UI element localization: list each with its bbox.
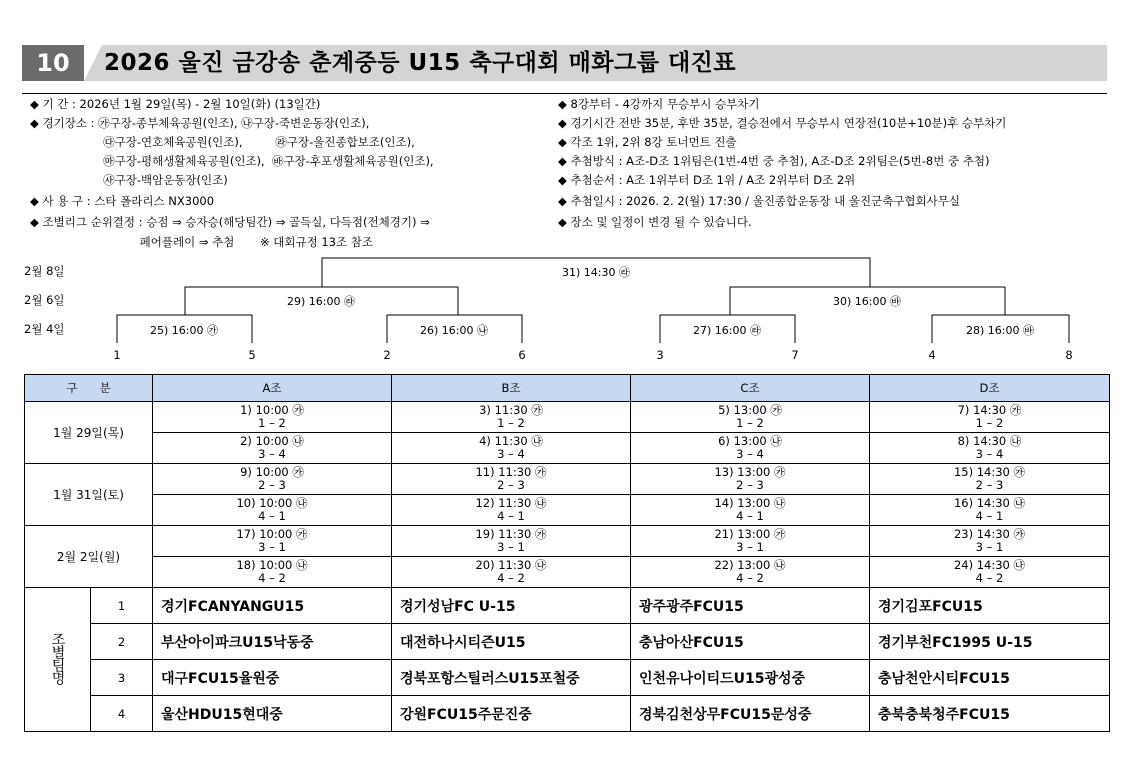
match-cell bbox=[153, 402, 392, 433]
match-time: 10) 10:00 ㉯ bbox=[236, 496, 308, 510]
match-pairing: 3 – 1 bbox=[258, 540, 286, 554]
section-number: 10 bbox=[22, 45, 84, 81]
match-time: 1) 10:00 ㉮ bbox=[240, 403, 304, 417]
match-cell bbox=[392, 495, 631, 526]
match-cell bbox=[153, 464, 392, 495]
team-name: 경기부천FC1995 U-15 bbox=[870, 624, 1110, 660]
bracket-seed: 3 bbox=[656, 348, 664, 362]
team-row bbox=[25, 660, 1110, 696]
match-pairing: 1 – 2 bbox=[975, 416, 1004, 430]
match-time: 22) 13:00 ㉯ bbox=[714, 558, 786, 572]
match-cell bbox=[631, 495, 870, 526]
schedule-date: 1월 29일(목) bbox=[25, 402, 153, 464]
match-cell bbox=[153, 526, 392, 557]
info-penalty: ◆ 8강부터 - 4강까지 무승부시 승부차기 bbox=[558, 97, 760, 111]
match-pairing: 3 – 1 bbox=[497, 540, 525, 554]
info-match-time: ◆ 경기시간 전반 35분, 후반 35분, 결승전에서 무승부시 연장전(10분+10분)후 승부차기 bbox=[558, 116, 1007, 130]
match-pairing: 4 – 1 bbox=[736, 509, 764, 523]
team-name: 경기FCANYANGU15 bbox=[153, 588, 392, 624]
match-pairing: 4 – 2 bbox=[258, 571, 286, 585]
table-row bbox=[25, 557, 1110, 588]
bracket-seed: 8 bbox=[1065, 348, 1073, 362]
teams-label: 조별팀명 bbox=[49, 632, 66, 684]
match-pairing: 1 – 2 bbox=[497, 416, 525, 430]
match-time: 12) 11:30 ㉯ bbox=[475, 496, 547, 510]
info-ball: ◆ 사 용 구 : 스타 폴라리스 NX3000 bbox=[30, 194, 215, 208]
match-cell bbox=[153, 557, 392, 588]
match-cell bbox=[392, 557, 631, 588]
bracket-quarter-label-3: 27) 16:00 ㉱ bbox=[693, 324, 761, 337]
title-divider bbox=[22, 93, 1107, 94]
team-name: 충남아산FCU15 bbox=[631, 624, 870, 660]
header-category: 구 분 bbox=[25, 375, 153, 402]
info-venue-2: ㉰구장-연호체육공원(인조), ㉱구장-울진종합보조(인조), bbox=[30, 135, 415, 149]
info-draw-method: ◆ 추첨방식 : A조-D조 1위팀은(1번-4번 중 추첨), A조-D조 2위팀은(5번-8번 중 추첨) bbox=[558, 154, 990, 168]
team-seed-number: 1 bbox=[91, 588, 153, 624]
match-time: 3) 11:30 ㉮ bbox=[479, 403, 543, 417]
match-cell bbox=[631, 464, 870, 495]
match-pairing: 1 – 2 bbox=[258, 416, 286, 430]
schedule-table bbox=[24, 374, 1110, 732]
match-pairing: 4 – 1 bbox=[258, 509, 286, 523]
match-time: 11) 11:30 ㉮ bbox=[475, 465, 547, 479]
match-time: 6) 13:00 ㉯ bbox=[718, 434, 782, 448]
header-group-b: B조 bbox=[392, 375, 631, 402]
match-cell bbox=[870, 526, 1110, 557]
bracket-seed: 6 bbox=[518, 348, 526, 362]
team-name: 강원FCU15주문진중 bbox=[392, 696, 631, 732]
teams-label-cell bbox=[25, 588, 91, 732]
match-pairing: 2 – 3 bbox=[258, 478, 286, 492]
bracket-date-quarter: 2월 4일 bbox=[24, 322, 65, 336]
team-name: 충북충북청주FCU15 bbox=[870, 696, 1110, 732]
team-name: 울산HDU15현대중 bbox=[153, 696, 392, 732]
team-name: 광주광주FCU15 bbox=[631, 588, 870, 624]
team-name: 경기김포FCU15 bbox=[870, 588, 1110, 624]
team-name: 대구FCU15율원중 bbox=[153, 660, 392, 696]
match-time: 19) 11:30 ㉮ bbox=[475, 527, 547, 541]
bracket-semi-label-1: 29) 16:00 ㉱ bbox=[287, 295, 355, 308]
team-name: 경북포항스틸러스U15포철중 bbox=[392, 660, 631, 696]
bracket-seed: 4 bbox=[928, 348, 936, 362]
match-time: 21) 13:00 ㉮ bbox=[714, 527, 786, 541]
match-pairing: 3 – 4 bbox=[497, 447, 525, 461]
match-time: 14) 13:00 ㉯ bbox=[714, 496, 786, 510]
match-cell bbox=[392, 402, 631, 433]
team-row bbox=[25, 624, 1110, 660]
info-period: ◆ 기 간 : 2026년 1월 29일(목) - 2월 10일(화) (13일간) bbox=[30, 97, 321, 111]
table-row bbox=[25, 495, 1110, 526]
match-time: 5) 13:00 ㉮ bbox=[718, 403, 782, 417]
team-name: 경북김천상무FCU15문성중 bbox=[631, 696, 870, 732]
match-time: 13) 13:00 ㉮ bbox=[714, 465, 786, 479]
schedule-body bbox=[25, 402, 1110, 732]
match-cell bbox=[870, 495, 1110, 526]
team-seed-number: 4 bbox=[91, 696, 153, 732]
header-group-c: C조 bbox=[631, 375, 870, 402]
header-group-a: A조 bbox=[153, 375, 392, 402]
team-row bbox=[25, 588, 1110, 624]
title-bar bbox=[22, 45, 1107, 83]
table-row bbox=[25, 464, 1110, 495]
match-cell bbox=[631, 557, 870, 588]
bracket-final-label: 31) 14:30 ㉱ bbox=[562, 266, 630, 279]
match-pairing: 2 – 3 bbox=[736, 478, 764, 492]
match-cell bbox=[870, 464, 1110, 495]
info-draw-order: ◆ 추첨순서 : A조 1위부터 D조 1위 / A조 2위부터 D조 2위 bbox=[558, 173, 856, 187]
match-cell bbox=[392, 433, 631, 464]
match-time: 23) 14:30 ㉮ bbox=[953, 527, 1026, 541]
bracket-quarter-label-1: 25) 16:00 ㉮ bbox=[150, 324, 218, 337]
table-row bbox=[25, 402, 1110, 433]
match-cell bbox=[631, 526, 870, 557]
team-name: 대전하나시티즌U15 bbox=[392, 624, 631, 660]
match-time: 20) 11:30 ㉯ bbox=[475, 558, 547, 572]
match-time: 9) 10:00 ㉮ bbox=[240, 465, 304, 479]
match-pairing: 2 – 3 bbox=[975, 478, 1004, 492]
header-group-d: D조 bbox=[870, 375, 1110, 402]
info-advance: ◆ 각조 1위, 2위 8강 토너먼트 진출 bbox=[558, 135, 737, 149]
match-pairing: 4 – 2 bbox=[497, 571, 525, 585]
bracket-semi-label-2: 30) 16:00 ㉳ bbox=[833, 295, 901, 308]
match-time: 4) 11:30 ㉯ bbox=[479, 434, 543, 448]
team-name: 부산아이파크U15낙동중 bbox=[153, 624, 392, 660]
bracket-quarter-label-4: 28) 16:00 ㉳ bbox=[966, 324, 1034, 337]
match-pairing: 2 – 3 bbox=[497, 478, 525, 492]
info-ranking-2: 페어플레이 ⇒ 추첨 ※ 대회규정 13조 참조 bbox=[30, 235, 373, 249]
match-pairing: 4 – 2 bbox=[975, 571, 1004, 585]
match-pairing: 3 – 1 bbox=[736, 540, 764, 554]
info-draw-date: ◆ 추첨일시 : 2026. 2. 2(월) 17:30 / 울진종합운동장 내 울진군축구협회사무실 bbox=[558, 194, 960, 208]
bracket-seed: 7 bbox=[791, 348, 799, 362]
match-time: 2) 10:00 ㉯ bbox=[240, 434, 304, 448]
team-seed-number: 3 bbox=[91, 660, 153, 696]
info-ranking: ◆ 조별리그 순위결정 : 승점 ⇒ 승자승(해당팀간) ⇒ 골득실, 다득점(전체경기) ⇒ bbox=[30, 215, 430, 229]
info-venue-4: ㉴구장-백암운동장(인조) bbox=[30, 173, 228, 187]
team-name: 경기성남FC U-15 bbox=[392, 588, 631, 624]
match-pairing: 3 – 4 bbox=[975, 447, 1004, 461]
match-cell bbox=[870, 433, 1110, 464]
bracket-date-semi: 2월 6일 bbox=[24, 293, 65, 307]
match-time: 24) 14:30 ㉯ bbox=[953, 558, 1026, 572]
table-row bbox=[25, 526, 1110, 557]
match-cell bbox=[631, 402, 870, 433]
match-cell bbox=[870, 402, 1110, 433]
team-seed-number: 2 bbox=[91, 624, 153, 660]
info-venue-3: ㉲구장-평해생활체육공원(인조), ㉳구장-후포생활체육공원(인조), bbox=[30, 154, 434, 168]
bracket-seed: 5 bbox=[248, 348, 256, 362]
schedule-date: 1월 31일(토) bbox=[25, 464, 153, 526]
match-time: 8) 14:30 ㉯ bbox=[957, 434, 1022, 448]
team-row bbox=[25, 696, 1110, 732]
info-change-notice: ◆ 장소 및 일정이 변경 될 수 있습니다. bbox=[558, 215, 752, 229]
table-header-row bbox=[25, 375, 1110, 402]
match-time: 16) 14:30 ㉯ bbox=[953, 496, 1026, 510]
team-name: 인천유나이티드U15광성중 bbox=[631, 660, 870, 696]
match-pairing: 4 – 2 bbox=[736, 571, 764, 585]
match-cell bbox=[392, 526, 631, 557]
match-time: 7) 14:30 ㉮ bbox=[957, 403, 1022, 417]
match-cell bbox=[631, 433, 870, 464]
match-pairing: 3 – 1 bbox=[975, 540, 1004, 554]
page-title: 2026 울진 금강송 춘계중등 U15 축구대회 매화그룹 대진표 bbox=[104, 50, 737, 76]
bracket-date-final: 2월 8일 bbox=[24, 264, 65, 278]
bracket-seed: 1 bbox=[113, 348, 121, 362]
match-cell bbox=[153, 433, 392, 464]
match-pairing: 4 – 1 bbox=[497, 509, 525, 523]
bracket-seed: 2 bbox=[383, 348, 391, 362]
tournament-bracket bbox=[0, 255, 1137, 365]
match-pairing: 3 – 4 bbox=[258, 447, 286, 461]
bracket-quarter-label-2: 26) 16:00 ㉯ bbox=[420, 324, 488, 337]
match-pairing: 3 – 4 bbox=[736, 447, 764, 461]
match-pairing: 4 – 1 bbox=[975, 509, 1004, 523]
info-venue: ◆ 경기장소 : ㉮구장-종부체육공원(인조), ㉯구장-죽변운동장(인조), bbox=[30, 116, 370, 130]
match-time: 18) 10:00 ㉯ bbox=[236, 558, 308, 572]
match-cell bbox=[870, 557, 1110, 588]
schedule-date: 2월 2일(월) bbox=[25, 526, 153, 588]
match-time: 17) 10:00 ㉮ bbox=[236, 527, 308, 541]
match-time: 15) 14:30 ㉮ bbox=[953, 465, 1026, 479]
team-name: 충남천안시티FCU15 bbox=[870, 660, 1110, 696]
match-pairing: 1 – 2 bbox=[736, 416, 764, 430]
match-cell bbox=[392, 464, 631, 495]
table-row bbox=[25, 433, 1110, 464]
match-cell bbox=[153, 495, 392, 526]
